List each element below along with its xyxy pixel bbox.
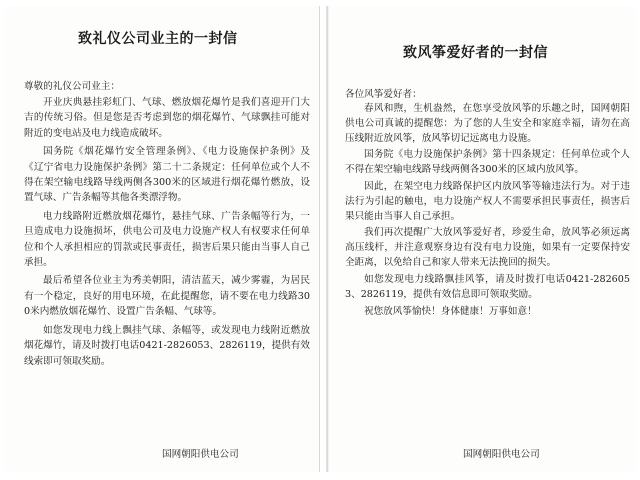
- right-letter-signature: 国网朝阳供电公司: [463, 449, 540, 460]
- right-letter-closing: 祝您放风筝愉快！身体健康！万事如意！: [364, 306, 537, 318]
- left-letter-paragraph-1: 开业庆典悬挂彩虹门、气球、燃放烟花爆竹是我们喜迎开门大吉的传统习俗。但是您是否考虑到您的烟花爆竹、气球飘挂可能对附近的变电站及电力线造成破坏。: [24, 97, 310, 139]
- left-letter-title: 致礼仪公司业主的一封信: [78, 31, 238, 47]
- right-letter-paragraph-5: 如您发现电力线路飘挂风筝，请及时拨打电话0421-2826053、2826119，提供有效信息即可领取奖励。: [345, 273, 630, 300]
- page-shadow: [327, 6, 329, 472]
- left-letter-signature: 国网朝阳供电公司: [162, 449, 239, 460]
- left-letter-body: [24, 95, 310, 372]
- left-letter-paragraph-4: 最后希望各位业主为秀美朝阳，清洁蓝天，减少雾霾，为居民有一个稳定，良好的用电环境，在此提醒您，请不要在电力线路300米内燃放烟花爆竹、设置广告条幅、气球等。: [24, 275, 310, 318]
- right-letter-paragraph-4: 我们再次提醒广大放风筝爱好者，珍爱生命，放风筝必须远离高压线杆，并注意观察身边有没有电力设施，如果有一定要保持安全距离，以免给自己和家人带来无法挽回的损失。: [345, 227, 630, 268]
- right-letter-paragraph-3: 因此，在架空电力线路保护区内放风筝等输违法行为。对于违法行为引起的触电，电力设施产权人不需要承担民事责任，损害后果只能由当事人自己承担。: [345, 180, 630, 222]
- left-letter-page: [4, 6, 320, 472]
- left-letter-paragraph-2: 国务院《烟花爆竹安全管理条例》、《电力设施保护条例》及《辽宁省电力设施保护条例》第二十二条规定：任何单位或个人不得在架空输电线路导线两侧各300米的区域进行烟花爆竹燃放，设置气球、广告条幅等其他各类漂浮物。: [24, 146, 310, 204]
- right-letter-title: 致风筝爱好者的一封信: [403, 45, 548, 61]
- left-letter-paragraph-5: 如您发现电力线上飘挂气球、条幅等，或发现电力线附近燃放烟花爆竹，请及时拨打电话0421-2826053、2826119，提供有效线索即可领取奖励。: [24, 324, 310, 367]
- right-letter-salutation: 各位风筝爱好者：: [345, 89, 422, 100]
- right-letter-paragraph-1: 春风和煦，生机盎然，在您享受放风筝的乐趣之时，国网朝阳供电公司真诚的提醒您：为了您的人生安全和家庭幸福，请勿在高压线附近放风筝，放风筝切记远离电力设施。: [345, 103, 630, 144]
- right-letter-body: [345, 102, 630, 319]
- right-letter-paragraph-2: 国务院《电力设施保护条例》第十四条规定：任何单位或个人不得在架空输电线路导线两侧各300米的区域内放风筝。: [345, 149, 630, 176]
- right-letter-page: [326, 6, 636, 472]
- left-letter-salutation: 尊敬的礼仪公司业主：: [24, 81, 120, 92]
- left-letter-paragraph-3: 电力线路附近燃放烟花爆竹，悬挂气球、广告条幅等行为，一旦造成电力设施损坏，供电公司及电力设施产权人有权要求任何单位和个人承担相应的罚款或民事责任，损害后果只能由当事人自己承担。: [24, 210, 310, 269]
